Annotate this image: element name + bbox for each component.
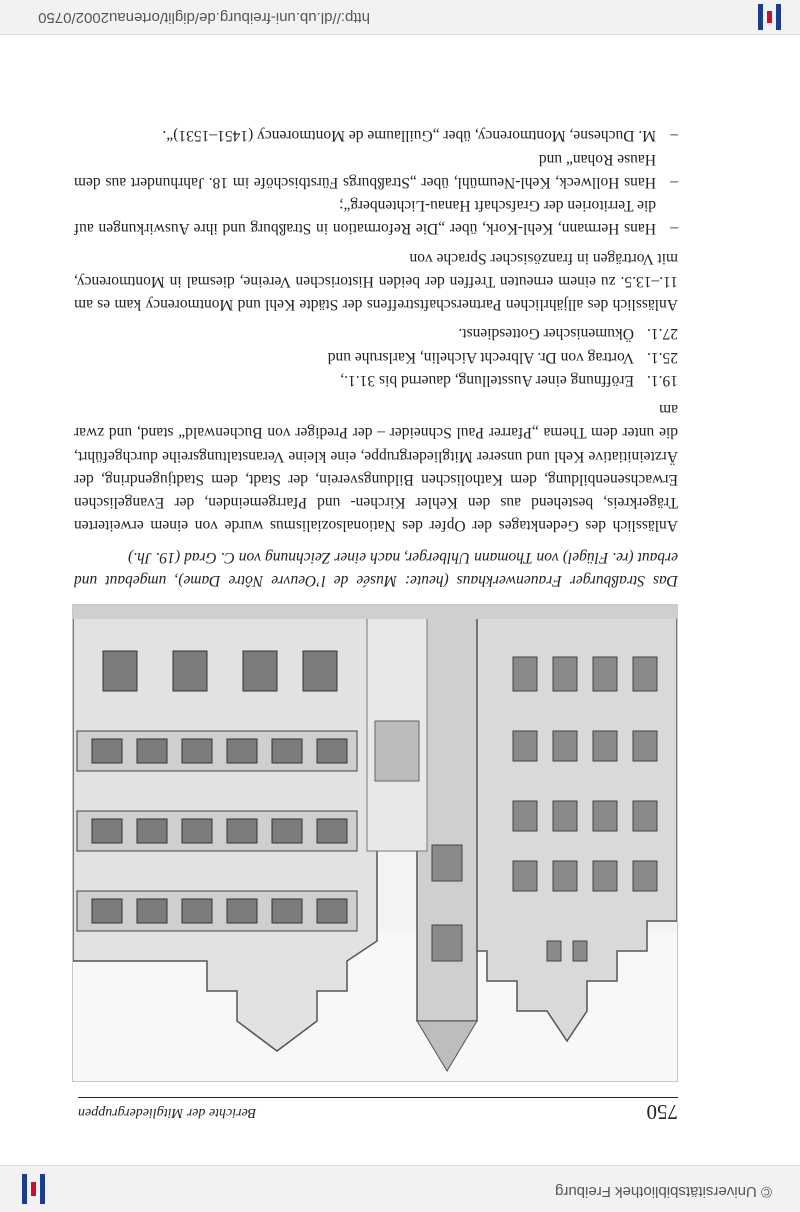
schedule-row	[74, 346, 678, 369]
paragraph-memorial-day: Anlässlich des Gedenktages der Opfer des Nationalsozialismus wurde von einem erweiterten Trägerkreis, bestehend aus den Kehler Kirchen- und Pfarrgemeinden, der Evangelischen Erwachsenenbildung, dem Katholischen Bildungsverein, der Stadt, dem Stadtjugendring, der Ärzteinitiative Kehl und unserer Mitgliedergruppe, eine kleine Veranstaltungsreihe durchgeführt, die unter dem Thema „Pfarrer Paul Schneider – der Prediger von Buchenwald“ stand, und zwar am	[74, 401, 678, 535]
schedule-text: Eröffnung einer Ausstellung, dauernd bis 31.1.,	[340, 372, 634, 389]
schedule-row	[74, 322, 678, 345]
article-text	[74, 124, 678, 592]
schedule-date: 25.1.	[647, 348, 678, 366]
schedule-text: Vortrag von Dr. Albrecht Aichelin, Karlsruhe und	[327, 348, 634, 366]
figure-caption: Das Straßburger Frauenwerkhaus (heute: Musée de l’Oeuvre Nôtre Dame), umgebaut und erbaut (re. Flügel) von Thomann Uhlberger, nach einer Zeichnung von C. Grad (19. Jh.)	[74, 548, 678, 589]
page-number: 750	[646, 1100, 678, 1124]
section-title: Berichte der Mitgliedergruppen	[78, 1105, 257, 1120]
running-head	[78, 1097, 678, 1126]
top-banner	[0, 1165, 800, 1212]
schedule-date: 27.1.	[647, 325, 678, 343]
copyright-notice: © Universitätsbibliothek Freiburg	[555, 1183, 772, 1200]
strasbourg-frauenwerkhaus-engraving-icon	[73, 605, 677, 1081]
bottom-url-bar	[0, 0, 800, 35]
list-item: – M. Duchesne, Montmorency, über „Guillaume de Montmorency (1451–1531)“.	[74, 124, 678, 147]
list-item: – Hans Hollweck, Kehl-Neumühl, über „Straßburgs Fürstbischöfe im 18. Jahrhundert aus dem Hause Rohan“ und	[74, 148, 678, 195]
schedule-text: Ökumenischer Gottesdienst.	[458, 325, 634, 343]
list-item: – Hans Hermann, Kehl-Kork, über „Die Reformation in Straßburg und ihre Auswirkungen auf die Territorien der Grafschaft Hanau-Lichtenberg“;	[74, 194, 678, 241]
schedule-date: 19.1.	[647, 372, 678, 389]
talk-list	[74, 124, 678, 240]
paragraph-partnership: Anlässlich des alljährlichen Partnerschaftstreffens der Städte Kehl und Montmorency kam es am 11.–13.5. zu einem erneuten Treffen der beiden Historischen Vereine, diesmal in Montmorency, mit Vorträgen in französischer Sprache von	[74, 249, 678, 314]
university-library-logo-icon	[754, 4, 784, 30]
source-url[interactable]: http://dl.ub.uni-freiburg.de/diglit/ortenau2002/0750	[38, 9, 370, 26]
engraving-figure	[72, 604, 678, 1082]
event-schedule	[74, 322, 678, 392]
university-library-logo-icon	[20, 1174, 48, 1204]
schedule-row	[74, 369, 678, 392]
